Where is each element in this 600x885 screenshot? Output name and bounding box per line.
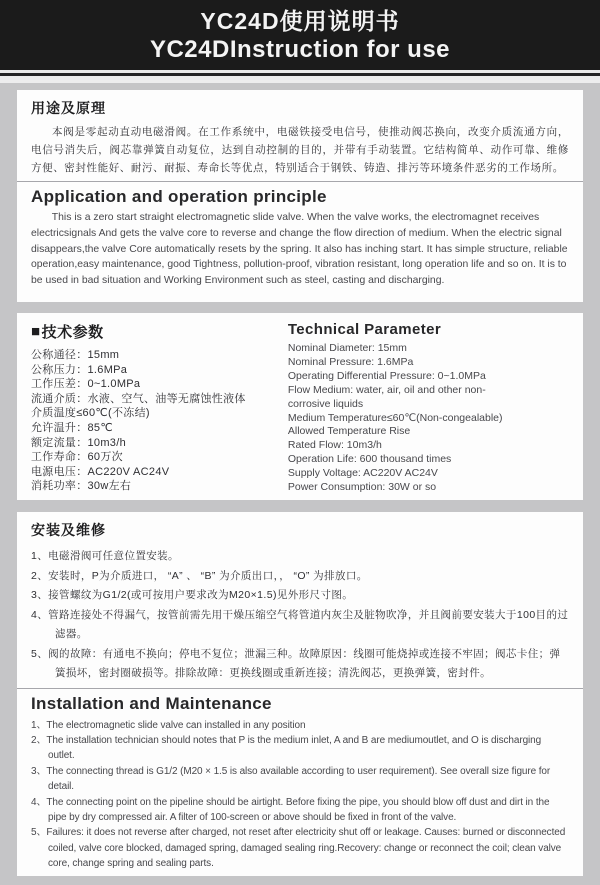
tech-params-list-zh <box>31 348 284 494</box>
tech-params-heading-en: Technical Parameter <box>287 321 442 338</box>
purpose-heading-zh: 用途及原理 <box>31 100 106 116</box>
page-body <box>0 83 600 885</box>
param-line-en: Power Consumption: 30W or so <box>287 481 437 494</box>
install-item-zh: 1、电磁滑阀可任意位置安装。 <box>31 550 179 562</box>
tech-params-list-en <box>288 342 569 495</box>
purpose-section <box>17 90 583 302</box>
tech-params-heading-zh <box>31 321 284 342</box>
param-line-zh: 额定流量：10m3/h <box>31 436 126 449</box>
install-item-zh: 5、阀的故障：有通电不换向；停电不复位；泄漏三种。故障原因：线圈可能烧掉或连接不牢固；阀芯卡住；弹簧损坏，密封圈破损等。排除故障：更换线圈或重新连接；清洗阀芯，更换弹簧，密封件。 <box>31 647 561 679</box>
installation-section <box>17 512 583 876</box>
param-line-en: corrosive liquids <box>287 397 364 410</box>
black-square-icon: ■ <box>31 323 41 340</box>
param-line-en: Medium Temperature≤60℃(Non-congealable) <box>287 411 503 424</box>
install-item-zh: 3、接管螺纹为G1/2(或可按用户要求改为M20×1.5)见外形尺寸图。 <box>31 589 354 601</box>
doc-title-zh: YC24D使用说明书 <box>200 7 400 34</box>
param-line-zh: 公称压力：1.6MPa <box>31 363 128 376</box>
purpose-body-en: This is a zero start straight electromagnetic slide valve. When the valve works, the electromagnet receives electricsignals And gets the valve core to reverse and change the flow direction of medium. When the electric signal disappears,the valve Core automatically resets by the spring. It also has inching start. It has simple structure, reliable operation,easy maintenance, good Tightness, pollution-proof, vibration resistant, long operation life and so on. It is to be used in bad situation and Working Environment such as steel, casting and discharging. <box>31 212 568 287</box>
param-line-en: Nominal Diameter: 15mm <box>287 342 407 354</box>
param-line-en: Nominal Pressure: 1.6MPa <box>287 355 414 368</box>
installation-list-zh <box>31 547 569 684</box>
technical-parameter-section <box>17 313 583 500</box>
section-divider <box>17 181 583 182</box>
install-item-en: 5、Failures: it does not reverse after charged, not reset after electricity shut off or leakage. Causes: burned or disconnected coiled, valve core blocked, damaged spring, damaged sealing ring.Recovery: change or reconnect the coil; clean valve core, change spring and sealing parts. <box>31 827 566 870</box>
install-item-en: 1、The electromagnetic slide valve can installed in any position <box>31 719 306 731</box>
install-item-en: 2、The installation technician should notes that P is the medium inlet, A and B are mediumoutlet, and O is discharging outlet. <box>31 734 542 762</box>
section-divider <box>17 688 583 689</box>
param-line-en: Operating Differential Pressure: 0~1.0MPa <box>287 369 486 382</box>
tech-params-column-en <box>284 319 569 496</box>
param-line-zh: 公称通径：15mm <box>31 349 120 361</box>
install-item-en: 3、The connecting thread is G1/2 (M20 × 1.5 is also available according to user requirement). See overall size figure for detail. <box>31 765 551 793</box>
doc-title-en: YC24DInstruction for use <box>149 35 451 63</box>
param-line-en: Supply Voltage: AC220V AC24V <box>287 467 438 480</box>
param-line-zh: 电源电压：AC220V AC24V <box>31 465 170 478</box>
page-header <box>0 0 600 70</box>
param-line-zh: 工作压差：0~1.0MPa <box>31 378 141 391</box>
param-line-en: Rated Flow: 10m3/h <box>287 439 382 452</box>
install-item-zh: 2、安装时，P为介质进口， “A” 、 “B” 为介质出口，， “O” 为排放口。 <box>31 569 368 582</box>
param-line-zh: 流通介质：水液、空气、油等无腐蚀性液体 <box>31 392 246 405</box>
install-item-en: 4、The connecting point on the pipeline should be airtight. Before fixing the pipe, you should blow off dust and dirt in the pipe by dry compressed air. A filter of 100-screen or above should be fixed in front of the valve. <box>31 796 550 823</box>
param-line-zh: 允许温升：85℃ <box>31 421 113 434</box>
purpose-body-zh: 本阀是零起动直动电磁滑阀。在工作系统中，电磁铁接受电信号，使推动阀芯换向，改变介质流通方向，电信号消失后，阀芯靠弹簧自动复位，达到自动控制的目的，并带有手动装置。它结构简单、动作可靠、维修方便、密封性能好、耐污、耐振、寿命长等优点，特别适合于钢铁、铸造、排污等环境条件恶劣的工作场所。 <box>31 126 569 174</box>
param-line-en: Flow Medium: water, air, oil and other non- <box>287 383 486 396</box>
param-line-zh: 介质温度≤60℃(不冻结) <box>31 407 150 420</box>
purpose-heading-en: Application and operation principle <box>31 187 327 206</box>
param-line-en: Allowed Temperature Rise <box>287 425 411 438</box>
installation-heading-en: Installation and Maintenance <box>31 693 272 713</box>
param-line-zh: 消耗功率：30w左右 <box>31 480 132 493</box>
header-gap <box>0 76 600 83</box>
installation-list-en <box>31 718 569 872</box>
param-line-en: Operation Life: 600 thousand times <box>287 453 452 466</box>
tech-params-heading-zh-label: 技术参数 <box>41 324 104 341</box>
install-item-zh: 4、管路连接处不得漏气，按管前需先用干燥压缩空气将管道内灰尘及脏物吹净，并且阀前要安装大于100目的过滤器。 <box>31 608 569 640</box>
param-line-zh: 工作寿命：60万次 <box>31 451 123 464</box>
installation-heading-zh: 安装及维修 <box>31 522 106 538</box>
tech-params-column-zh <box>31 319 284 496</box>
